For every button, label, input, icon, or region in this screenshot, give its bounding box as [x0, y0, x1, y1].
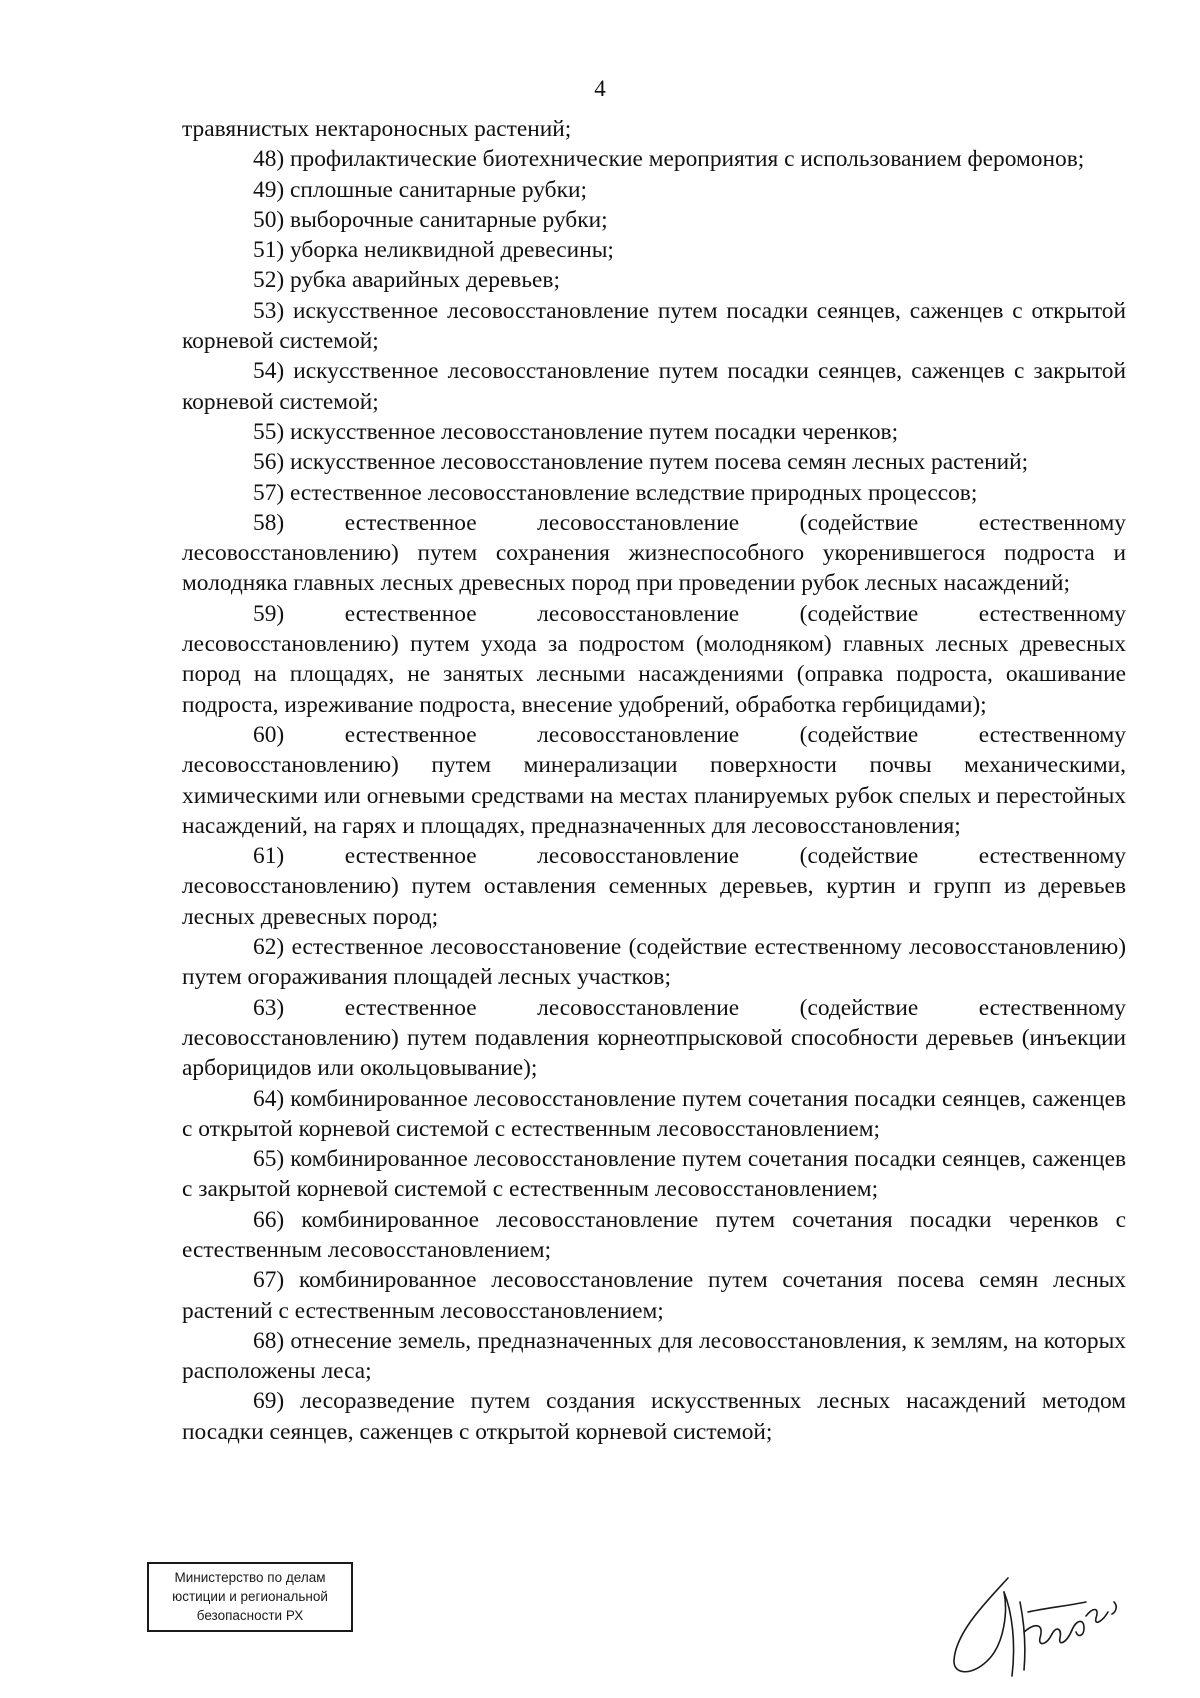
list-item: 66) комбинированное лесовосстановление путем сочетания посадки черенков с естественным лесовосстановлением; [182, 1206, 1126, 1263]
list-item: 56) искусственное лесовосстановление путем посева семян лесных растений; [253, 449, 1029, 476]
document-body [182, 114, 1126, 1447]
list-item: 67) комбинированное лесовосстановление путем сочетания посева семян лесных растений с естественным лесовосстановлением; [182, 1267, 1126, 1324]
list-item: 59) естественное лесовосстановление (содействие естественному лесовосстановлению) путем ухода за подростом (молодняком) главных лесных древесных пород на площадях, не занятых лесными насаждениями (оправка подроста, окашивание подроста, изреживание подроста, внесение удобрений, обработка гербицидами); [182, 600, 1126, 718]
page-number: 4 [594, 76, 606, 101]
list-item: 55) искусственное лесовосстановление путем посадки черенков; [253, 418, 899, 445]
handwritten-signature-icon [946, 1572, 1146, 1682]
list-item: 53) искусственное лесовосстановление путем посадки сеянцев, саженцев с открытой корневой системой; [182, 297, 1126, 355]
list-item: 68) отнесение земель, предназначенных для лесовосстановления, к землям, на которых расположены леса; [182, 1327, 1126, 1385]
ministry-stamp [147, 1562, 353, 1632]
list-item: 48) профилактические биотехнические мероприятия с использованием феромонов; [253, 146, 1085, 173]
stamp-line: Министерство по делам [174, 1570, 326, 1585]
list-item: 69) лесоразведение путем создания искусственных лесных насаждений методом посадки сеянцев, саженцев с открытой корневой системой; [182, 1388, 1126, 1445]
list-item: 63) естественное лесовосстановление (содействие естественному лесовосстановлению) путем подавления корнеотпрысковой способности деревьев (инъекции арборицидов или окольцовывание); [182, 994, 1126, 1082]
list-item: 65) комбинированное лесовосстановление путем сочетания посадки сеянцев, саженцев с закрытой корневой системой с естественным лесовосстановлением; [182, 1146, 1126, 1203]
list-item: травянистых нектароносных растений; [182, 116, 572, 142]
stamp-line: юстиции и региональной [172, 1589, 328, 1604]
list-item: 49) сплошные санитарные рубки; [253, 176, 587, 203]
list-item: 61) естественное лесовосстановление (содействие естественному лесовосстановлению) путем оставления семенных деревьев, куртин и групп из деревьев лесных древесных пород; [182, 843, 1126, 930]
list-item: 50) выборочные санитарные рубки; [253, 206, 608, 233]
list-item: 51) уборка неликвидной древесины; [253, 237, 614, 264]
list-item: 57) естественное лесовосстановление вследствие природных процессов; [253, 479, 978, 506]
list-item: 52) рубка аварийных деревьев; [253, 267, 560, 294]
list-item: 60) естественное лесовосстановление (содействие естественному лесовосстановлению) путем минерализации поверхности почвы механическими, химическими или огневыми средствами на местах планируемых рубок спелых и перестойных насаждений, на гарях и площадях, предназначенных для лесовосстановления; [182, 721, 1126, 839]
list-item: 62) естественное лесовосстановение (содействие естественному лесовосстановлению) путем огораживания площадей лесных участков; [182, 934, 1126, 991]
list-item: 58) естественное лесовосстановление (содействие естественному лесовосстановлению) путем сохранения жизнеспособного укоренившегося подроста и молодняка главных лесных древесных пород при проведении рубок лесных насаждений; [182, 509, 1126, 597]
list-item: 64) комбинированное лесовосстановление путем сочетания посадки сеянцев, саженцев с открытой корневой системой с естественным лесовосстановлением; [182, 1085, 1126, 1142]
list-item: 54) искусственное лесовосстановление путем посадки сеянцев, саженцев с закрытой корневой системой; [182, 358, 1126, 415]
stamp-line: безопасности РХ [196, 1608, 304, 1623]
